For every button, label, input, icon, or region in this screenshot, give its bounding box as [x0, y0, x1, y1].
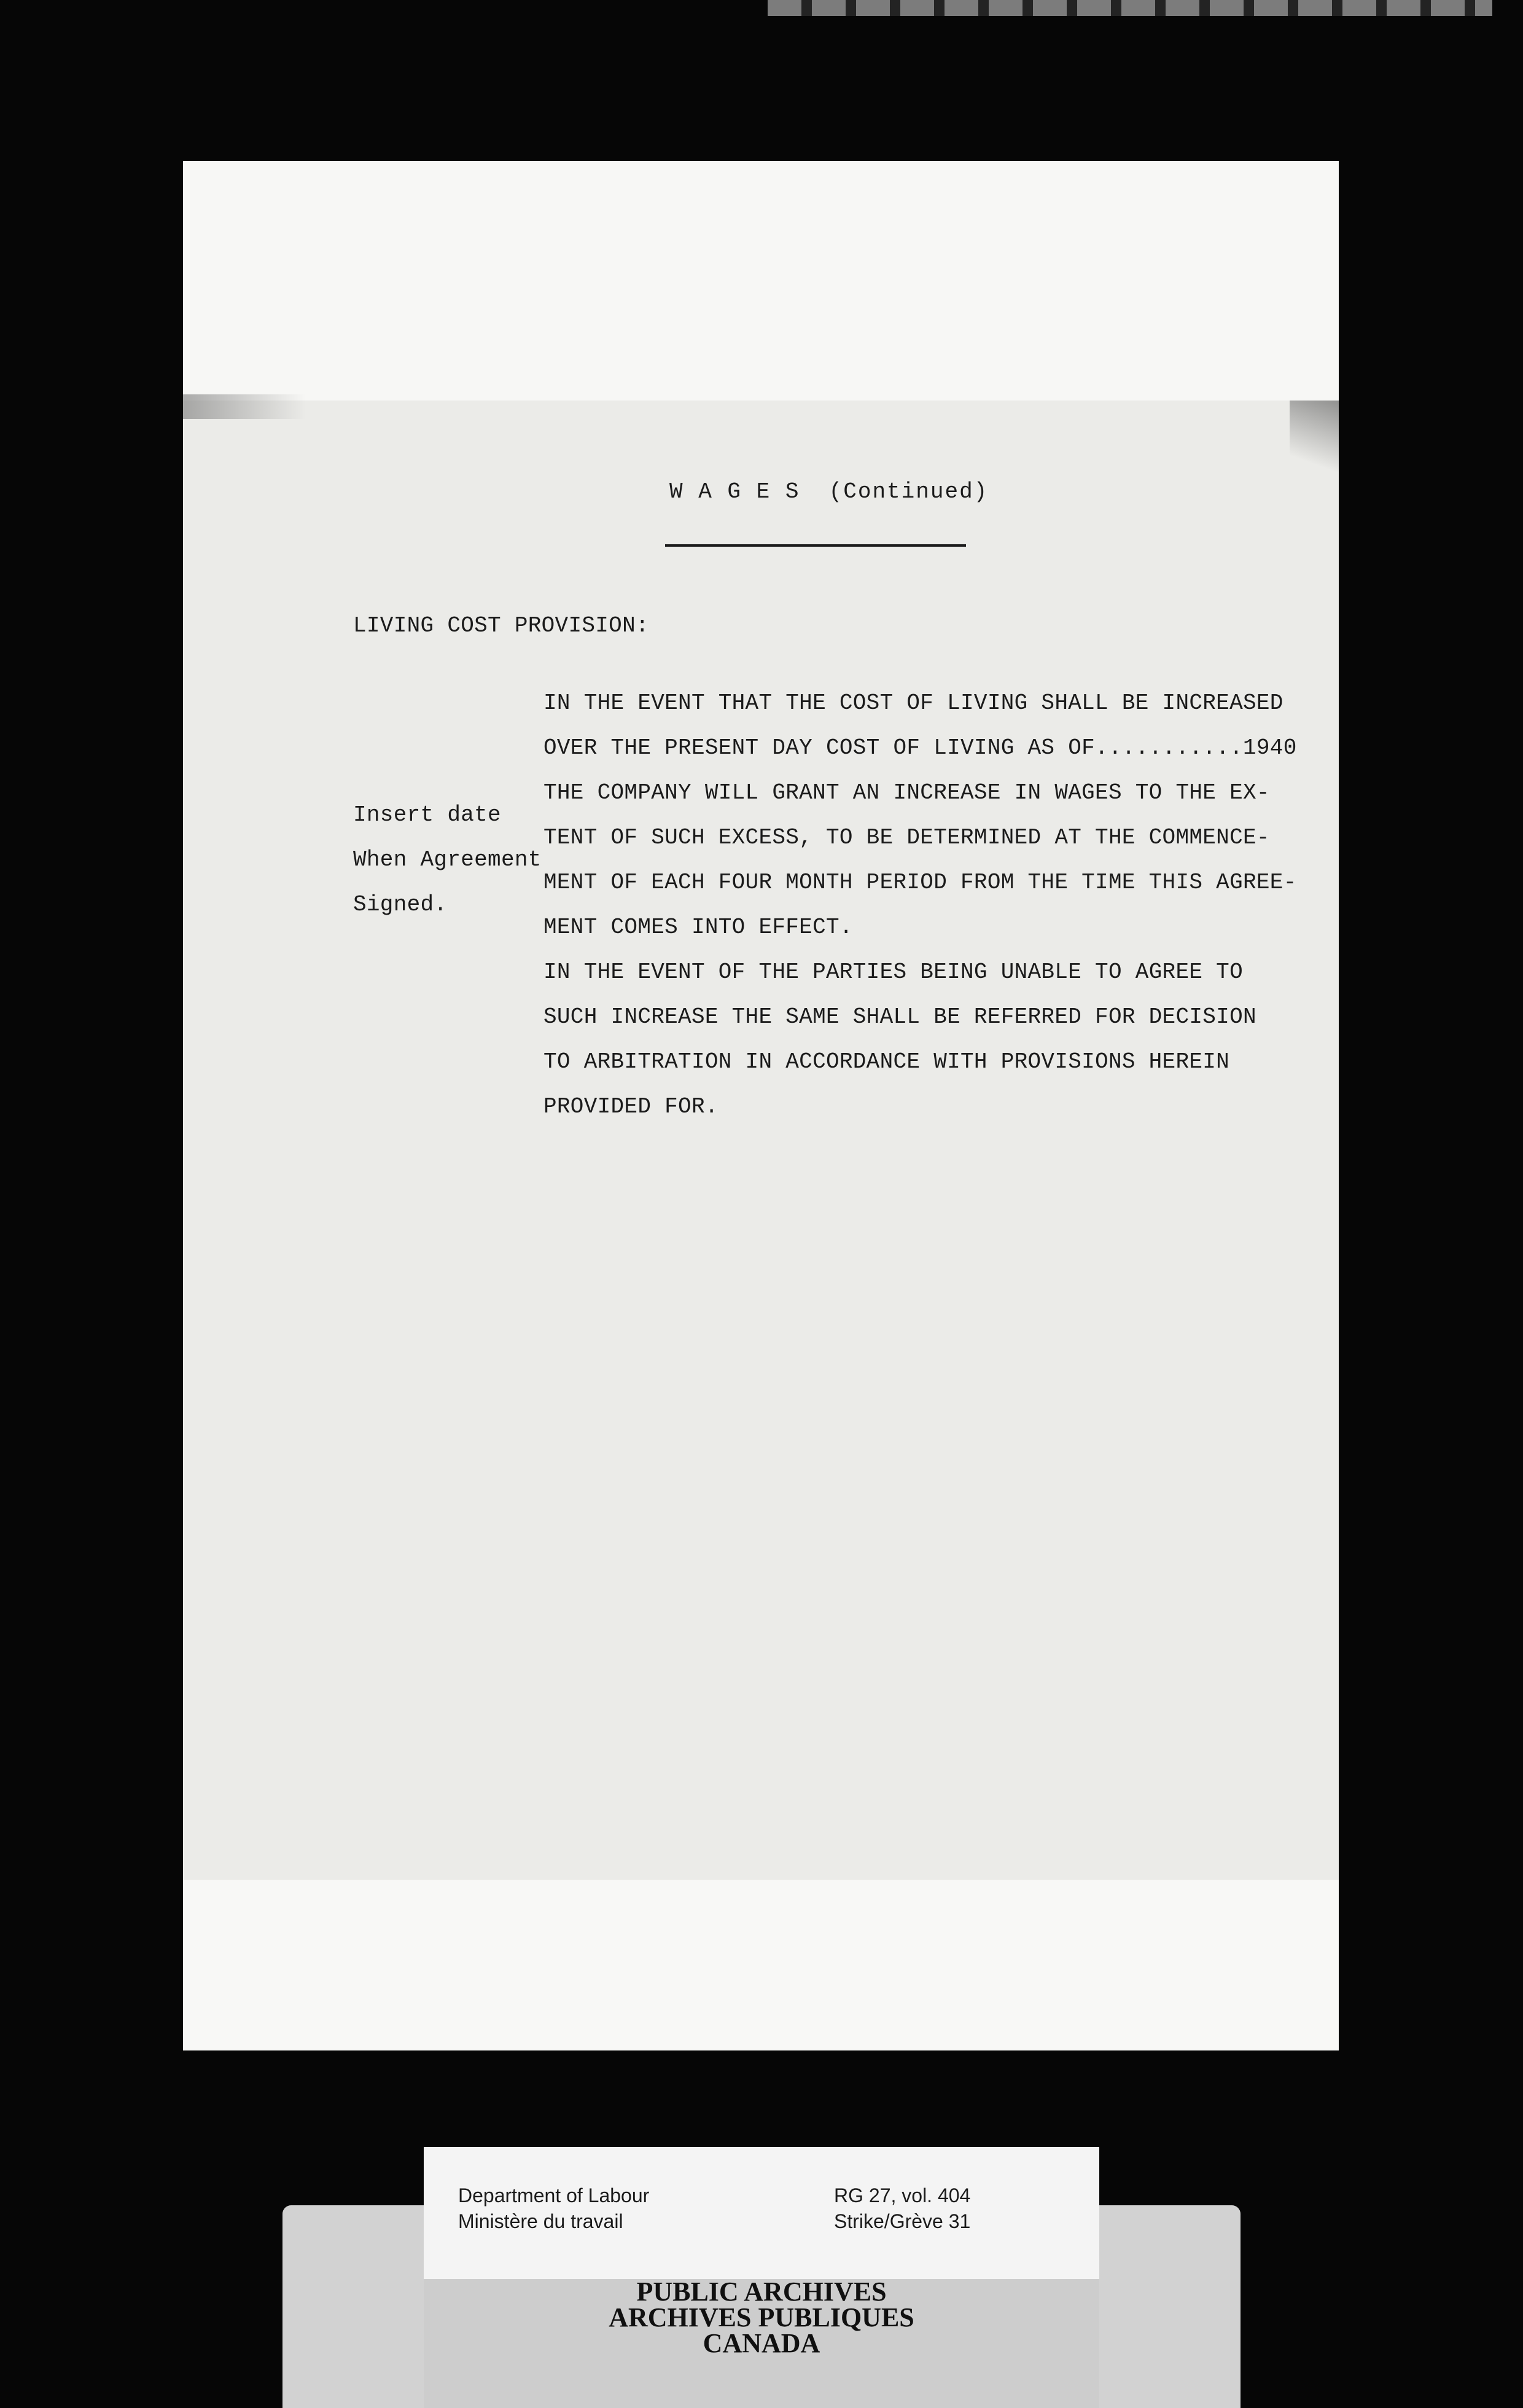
- body-line: SUCH INCREASE THE SAME SHALL BE REFERRED FOR DECISION: [543, 1004, 1256, 1030]
- body-line: OVER THE PRESENT DAY COST OF LIVING AS OF...........1940: [543, 735, 1297, 760]
- public-archives-stamp: [424, 2279, 1099, 2356]
- body-line: IN THE EVENT OF THE PARTIES BEING UNABLE TO AGREE TO: [543, 960, 1243, 985]
- page-top-band: [183, 161, 1339, 401]
- record-group-reference: RG 27, vol. 404: [834, 2184, 971, 2207]
- film-edge-strip: [768, 0, 1492, 16]
- margin-note: [353, 792, 542, 927]
- label-tab-right: [1087, 2205, 1241, 2408]
- body-line: MENT COMES INTO EFFECT.: [543, 915, 853, 940]
- stamp-line: ARCHIVES PUBLIQUES: [609, 2302, 914, 2332]
- label-tab-left: [282, 2205, 436, 2408]
- page-bottom-band: [183, 1880, 1339, 2050]
- department-french: Ministère du travail: [458, 2210, 623, 2232]
- label-reference: [834, 2183, 970, 2234]
- section-label: LIVING COST PROVISION:: [353, 613, 649, 638]
- page-heading: W A G E S (Continued): [669, 479, 989, 504]
- fold-mark-right: [1290, 401, 1339, 487]
- stamp-line: CANADA: [703, 2328, 820, 2358]
- fold-mark-left: [183, 394, 306, 419]
- body-line: PROVIDED FOR.: [543, 1094, 719, 1119]
- label-department: [458, 2183, 649, 2234]
- body-line: IN THE EVENT THAT THE COST OF LIVING SHALL BE INCREASED: [543, 690, 1283, 716]
- body-line: TO ARBITRATION IN ACCORDANCE WITH PROVISIONS HEREIN: [543, 1049, 1230, 1074]
- department-english: Department of Labour: [458, 2184, 650, 2207]
- margin-note-line: When Agreement: [353, 847, 542, 872]
- provision-body: [543, 681, 1297, 1129]
- body-line: TENT OF SUCH EXCESS, TO BE DETERMINED AT THE COMMENCE-: [543, 825, 1270, 850]
- body-line: THE COMPANY WILL GRANT AN INCREASE IN WAGES TO THE EX-: [543, 780, 1270, 805]
- margin-note-line: Insert date: [353, 802, 501, 827]
- heading-underline: [665, 544, 966, 547]
- stamp-line: PUBLIC ARCHIVES: [636, 2277, 887, 2307]
- body-line: MENT OF EACH FOUR MONTH PERIOD FROM THE TIME THIS AGREE-: [543, 870, 1297, 895]
- file-reference: Strike/Grève 31: [834, 2210, 971, 2232]
- margin-note-line: Signed.: [353, 892, 448, 917]
